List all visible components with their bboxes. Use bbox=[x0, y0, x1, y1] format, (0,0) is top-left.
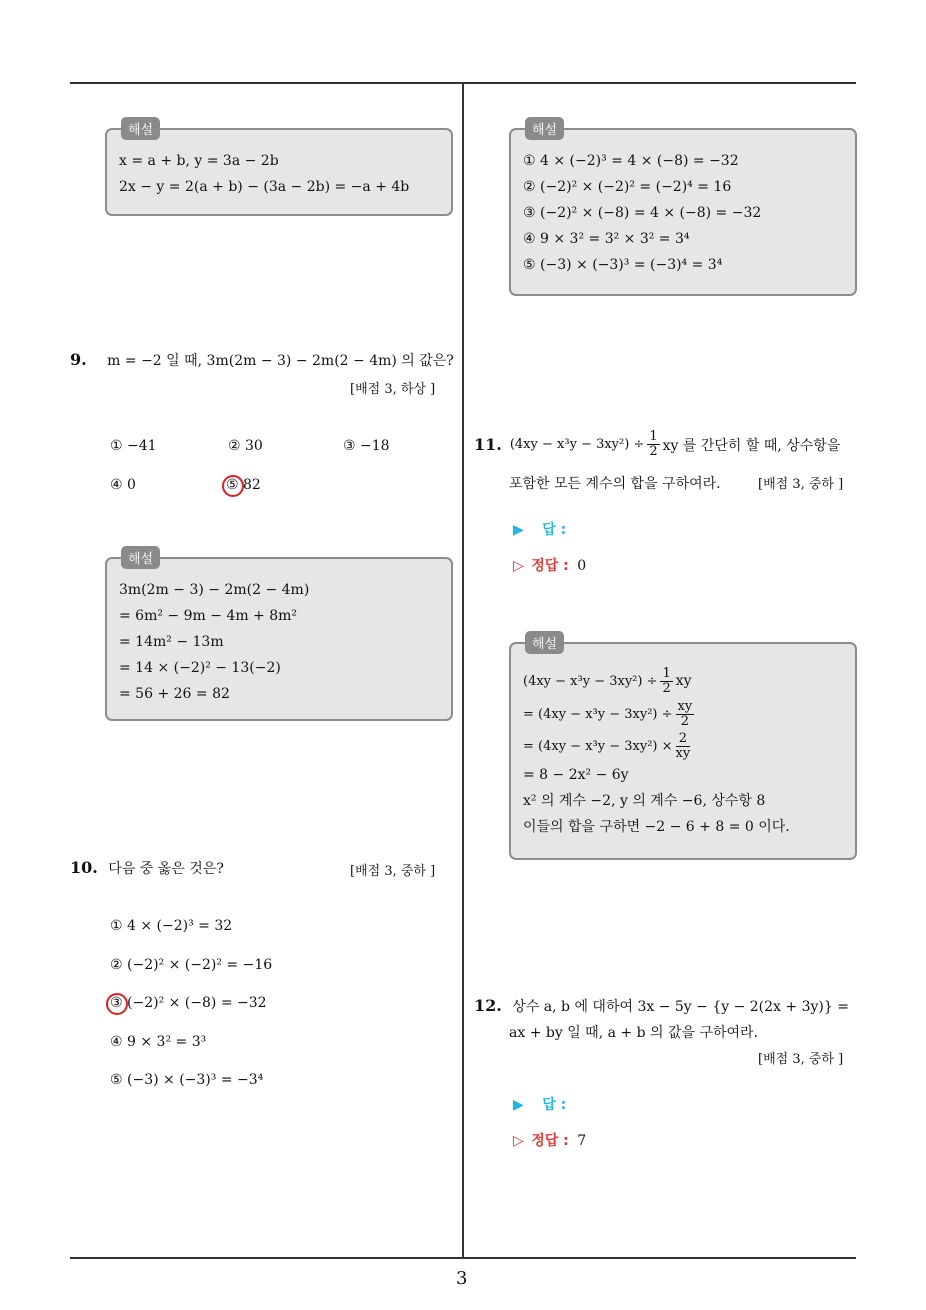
red-circle-mark-icon bbox=[222, 475, 244, 497]
answer-row bbox=[513, 519, 566, 539]
question-score: [배점 3, 중하 ] bbox=[350, 864, 436, 879]
correct-answer-label: 정답 : bbox=[531, 1133, 569, 1149]
question-score: [배점 3, 중하 ] bbox=[758, 477, 844, 492]
solution-expr: = (4xy − x³y − 3xy²) × bbox=[523, 738, 673, 754]
fraction-numerator: 2 bbox=[676, 732, 691, 747]
fraction-numerator: 1 bbox=[662, 665, 671, 681]
solution-line: = 14 × (−2)² − 13(−2) bbox=[119, 660, 281, 676]
solution-tag: 해설 bbox=[121, 117, 160, 140]
answer-label: 답 : bbox=[542, 522, 567, 538]
question-number: 12. bbox=[474, 996, 502, 1015]
red-outline-triangle-icon: ▷ bbox=[513, 558, 524, 574]
fraction bbox=[660, 667, 672, 696]
solution-box-11 bbox=[509, 637, 857, 860]
page-number: 3 bbox=[456, 1268, 468, 1289]
answer-label: 답 : bbox=[542, 1097, 567, 1113]
solution-expr: (4xy − x³y − 3xy²) ÷ bbox=[523, 673, 658, 689]
solution-line: = 8 − 2x² − 6y bbox=[523, 767, 629, 783]
solution-tag: 해설 bbox=[525, 117, 564, 140]
fraction bbox=[647, 430, 659, 459]
fraction-denominator: 2 bbox=[662, 680, 671, 696]
correct-answer-row bbox=[513, 1130, 586, 1150]
blue-triangle-icon: ▶ bbox=[513, 1097, 524, 1113]
solution-line: ① 4 × (−2)³ = 4 × (−8) = −32 bbox=[523, 153, 739, 169]
question-number: 11. bbox=[474, 435, 502, 454]
question-score: [배점 3, 중하 ] bbox=[758, 1052, 844, 1067]
question-11 bbox=[474, 430, 840, 459]
solution-line: = 14m² − 13m bbox=[119, 634, 224, 650]
solution-line: 이들의 합을 구하면 −2 − 6 + 8 = 0 이다. bbox=[523, 819, 790, 835]
solution-line bbox=[523, 730, 843, 762]
blue-triangle-icon: ▶ bbox=[513, 522, 524, 538]
solution-box-prev bbox=[105, 123, 453, 216]
solution-line: ③ (−2)² × (−8) = 4 × (−8) = −32 bbox=[523, 205, 762, 221]
fraction-denominator: 2 bbox=[649, 444, 658, 459]
question-text: 상수 a, b 에 대하여 3x − 5y − {y − 2(2x + 3y)} = bbox=[512, 999, 849, 1015]
fraction bbox=[676, 700, 695, 729]
solution-line bbox=[523, 664, 843, 698]
solution-line: x² 의 계수 −2, y 의 계수 −6, 상수항 8 bbox=[523, 793, 766, 809]
option-2[interactable]: ② (−2)² × (−2)² = −16 bbox=[110, 957, 273, 973]
question-text: 다음 중 옳은 것은? bbox=[108, 861, 224, 877]
solution-expr: xy bbox=[675, 673, 692, 689]
bottom-rule bbox=[70, 1257, 856, 1259]
question-text-2: 포함한 모든 계수의 합을 구하여라. bbox=[509, 476, 721, 492]
solution-line: ⑤ (−3) × (−3)³ = (−3)⁴ = 3⁴ bbox=[523, 257, 723, 273]
correct-answer-label: 정답 : bbox=[531, 558, 569, 574]
solution-tag: 해설 bbox=[121, 546, 160, 569]
solution-box-9 bbox=[105, 552, 453, 721]
solution-line: 3m(2m − 3) − 2m(2 − 4m) bbox=[119, 582, 310, 598]
option-1[interactable]: ① 4 × (−2)³ = 32 bbox=[110, 918, 233, 934]
question-text: xy 를 간단히 할 때, 상수항을 bbox=[662, 437, 841, 454]
question-text: m = −2 일 때, 3m(2m − 3) − 2m(2 − 4m) 의 값은? bbox=[107, 353, 454, 369]
solution-line: ④ 9 × 3² = 3² × 3² = 3⁴ bbox=[523, 231, 690, 247]
solution-line: = 56 + 26 = 82 bbox=[119, 686, 230, 702]
option-1[interactable]: ① −41 bbox=[110, 438, 157, 454]
correct-answer-row bbox=[513, 555, 586, 575]
option-5[interactable]: ⑤ 82 bbox=[226, 477, 261, 493]
red-outline-triangle-icon: ▷ bbox=[513, 1133, 524, 1149]
fraction-numerator: 1 bbox=[649, 429, 658, 444]
answer-row bbox=[513, 1094, 566, 1114]
correct-answer-value: 0 bbox=[577, 558, 587, 574]
option-3[interactable]: ③ −18 bbox=[343, 438, 390, 454]
fraction-numerator: xy bbox=[677, 698, 693, 714]
question-text-2: ax + by 일 때, a + b 의 값을 구하여라. bbox=[509, 1025, 759, 1041]
question-number: 9. bbox=[70, 350, 87, 369]
correct-answer-value: 7 bbox=[577, 1133, 587, 1149]
option-5[interactable]: ⑤ (−3) × (−3)³ = −3⁴ bbox=[110, 1072, 264, 1088]
fraction-denominator: 2 bbox=[680, 713, 689, 729]
option-4[interactable]: ④ 9 × 3² = 3³ bbox=[110, 1034, 207, 1050]
question-12 bbox=[474, 996, 849, 1016]
solution-expr: = (4xy − x³y − 3xy²) ÷ bbox=[523, 706, 673, 722]
solution-line: = 6m² − 9m − 4m + 8m² bbox=[119, 608, 298, 624]
fraction bbox=[676, 732, 691, 761]
option-3[interactable]: ③ (−2)² × (−8) = −32 bbox=[110, 995, 267, 1011]
option-4[interactable]: ④ 0 bbox=[110, 477, 136, 493]
fraction-denominator: xy bbox=[675, 745, 691, 761]
question-10 bbox=[70, 858, 224, 878]
solution-line: x = a + b, y = 3a − 2b bbox=[119, 153, 279, 169]
solution-line bbox=[523, 698, 843, 730]
question-score: [배점 3, 하상 ] bbox=[350, 382, 436, 397]
question-expr: (4xy − x³y − 3xy²) ÷ bbox=[509, 437, 645, 452]
solution-line: ② (−2)² × (−2)² = (−2)⁴ = 16 bbox=[523, 179, 732, 195]
solution-tag: 해설 bbox=[525, 631, 564, 654]
question-number: 10. bbox=[70, 858, 98, 877]
solution-line: 2x − y = 2(a + b) − (3a − 2b) = −a + 4b bbox=[119, 179, 410, 195]
red-circle-mark-icon bbox=[106, 993, 128, 1015]
option-2[interactable]: ② 30 bbox=[228, 438, 263, 454]
question-9 bbox=[70, 350, 454, 370]
center-divider bbox=[462, 83, 464, 1258]
solution-box-10 bbox=[509, 123, 857, 296]
